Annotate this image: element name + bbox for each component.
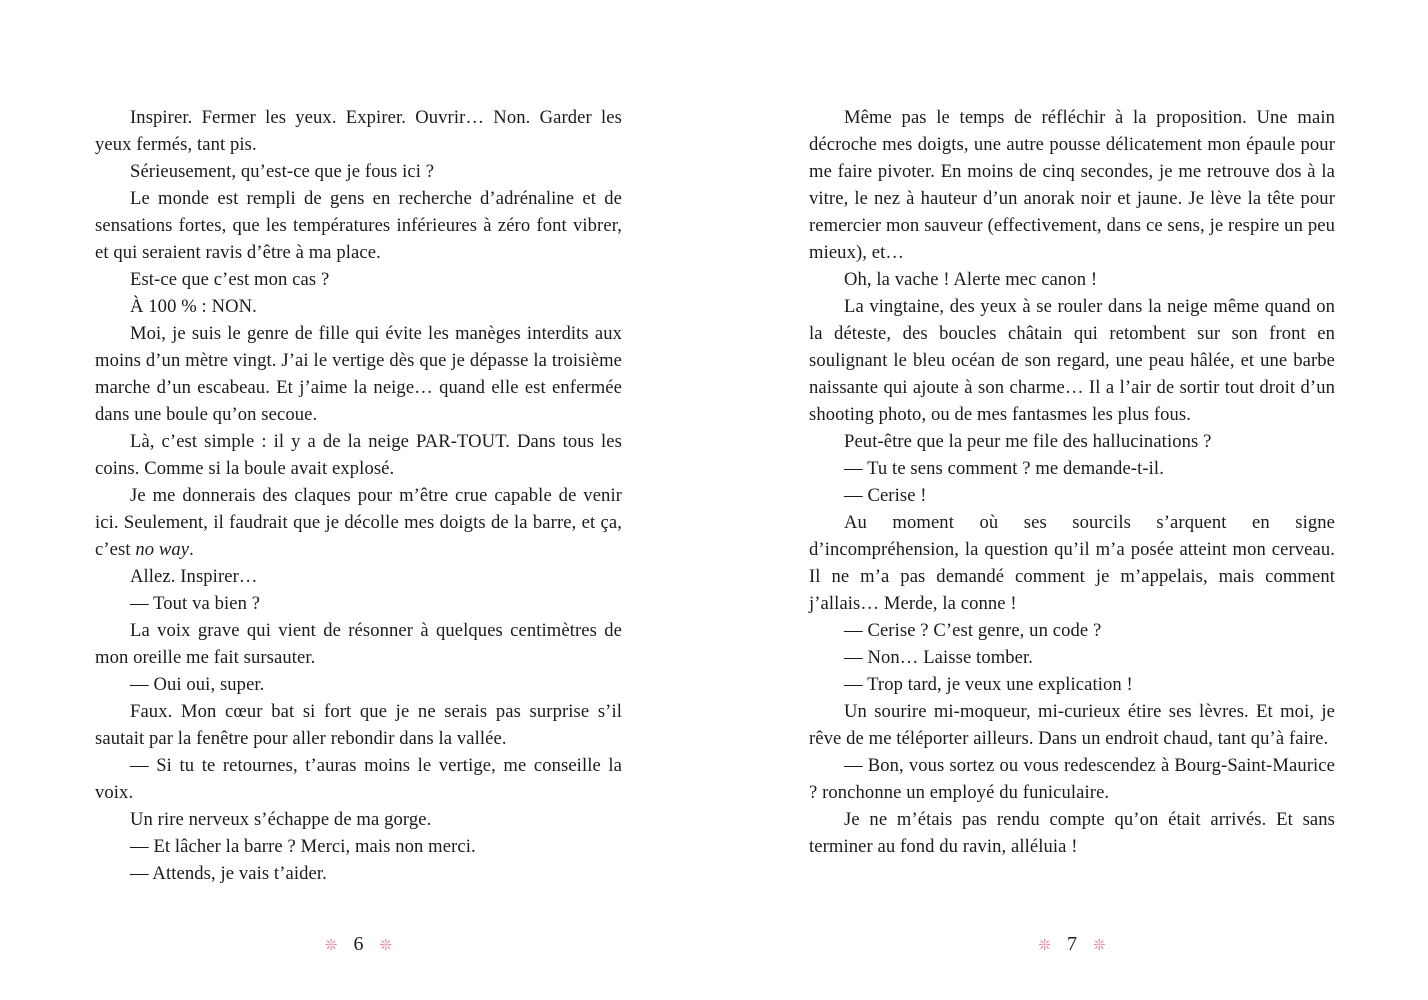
- paragraph: Même pas le temps de réfléchir à la proposition. Une main décroche mes doigts, une autre pousse délicatement mon épaule pour me faire pivoter. En moins de cinq secondes, je me retrouve dos à la vitre, le nez à hauteur d’un anorak noir et jaune. Je lève la tête pour remercier mon sauveur (effectivement, dans ce sens, je respire un peu mieux), et…: [809, 107, 1335, 263]
- paragraph: Le monde est rempli de gens en recherche d’adrénaline et de sensations fortes, que les températures inférieures à zéro font vibrer, et qui seraient ravis d’être à ma place.: [95, 188, 622, 263]
- page-left: [95, 104, 622, 887]
- page-right: [809, 104, 1335, 860]
- page-left-footer: [95, 932, 622, 956]
- paragraph: Je ne m’étais pas rendu compte qu’on était arrivés. Et sans terminer au fond du ravin, alléluia !: [809, 809, 1335, 857]
- paragraph: Un sourire mi-moqueur, mi-curieux étire ses lèvres. Et moi, je rêve de me téléporter ailleurs. Dans un endroit chaud, tant qu’à faire.: [809, 701, 1335, 749]
- paragraph: — Tout va bien ?: [130, 593, 261, 614]
- paragraph: Faux. Mon cœur bat si fort que je ne serais pas surprise s’il sautait par la fenêtre pour aller rebondir dans la vallée.: [95, 701, 622, 749]
- paragraph: Peut-être que la peur me file des hallucinations ?: [844, 431, 1212, 452]
- paragraph: Est-ce que c’est mon cas ?: [130, 269, 330, 290]
- paragraph: La voix grave qui vient de résonner à quelques centimètres de mon oreille me fait sursauter.: [95, 620, 622, 668]
- page-right-text: [809, 104, 1335, 860]
- snowflake-ornament-icon: ❊: [379, 936, 393, 955]
- paragraph: La vingtaine, des yeux à se rouler dans la neige même quand on la déteste, des boucles châtain qui retombent sur son front en soulignant le bleu océan de son regard, une peau hâlée, et une barbe naissante qui ajoute à son charme… Il a l’air de sortir tout droit d’un shooting photo, ou de mes fantasmes les plus fous.: [809, 296, 1335, 425]
- paragraph: — Et lâcher la barre ? Merci, mais non merci.: [130, 836, 476, 857]
- snowflake-ornament-icon: ❊: [1093, 936, 1106, 955]
- paragraph: Inspirer. Fermer les yeux. Expirer. Ouvrir… Non. Garder les yeux fermés, tant pis.: [95, 107, 622, 155]
- paragraph: — Trop tard, je veux une explication !: [844, 674, 1133, 695]
- page-number-left: 6: [353, 932, 364, 955]
- paragraph: — Attends, je vais t’aider.: [130, 863, 327, 884]
- snowflake-ornament-icon: ❊: [324, 936, 338, 955]
- paragraph: À 100 % : NON.: [130, 296, 257, 317]
- paragraph: Oh, la vache ! Alerte mec canon !: [844, 269, 1098, 290]
- paragraph: Au moment où ses sourcils s’arquent en signe d’incompréhension, la question qu’il m’a posée atteint mon cerveau. Il ne m’a pas demandé comment je m’appelais, mais comment j’allais… Merde, la conne !: [809, 512, 1335, 614]
- page-right-footer: [809, 932, 1335, 956]
- paragraph: Allez. Inspirer…: [130, 566, 258, 587]
- paragraph: — Tu te sens comment ? me demande-t-il.: [844, 458, 1164, 479]
- paragraph: Sérieusement, qu’est-ce que je fous ici ?: [130, 161, 435, 182]
- paragraph: Un rire nerveux s’échappe de ma gorge.: [130, 809, 432, 830]
- page-left-text: [95, 104, 622, 887]
- paragraph: Là, c’est simple : il y a de la neige PAR-TOUT. Dans tous les coins. Comme si la boule avait explosé.: [95, 431, 622, 479]
- paragraph: — Cerise ? C’est genre, un code ?: [844, 620, 1102, 641]
- paragraph: Moi, je suis le genre de fille qui évite les manèges interdits aux moins d’un mètre vingt. J’ai le vertige dès que je dépasse la troisième marche d’un escabeau. Et j’aime la neige… quand elle est enfermée dans une boule qu’on secoue.: [95, 323, 622, 425]
- paragraph: — Bon, vous sortez ou vous redescendez à Bourg-Saint-Maurice ? ronchonne un employé du funiculaire.: [809, 755, 1335, 803]
- paragraph: — Si tu te retournes, t’auras moins le vertige, me conseille la voix.: [95, 755, 622, 803]
- paragraph: — Non… Laisse tomber.: [844, 647, 1034, 668]
- paragraph: — Oui oui, super.: [130, 674, 265, 695]
- paragraph: — Cerise !: [844, 485, 927, 506]
- snowflake-ornament-icon: ❊: [1038, 936, 1051, 955]
- paragraph: Je me donnerais des claques pour m’être crue capable de venir ici. Seulement, il faudrait que je décolle mes doigts de la barre, et ça, c’est no way.: [95, 485, 622, 560]
- page-number-right: 7: [1067, 932, 1077, 955]
